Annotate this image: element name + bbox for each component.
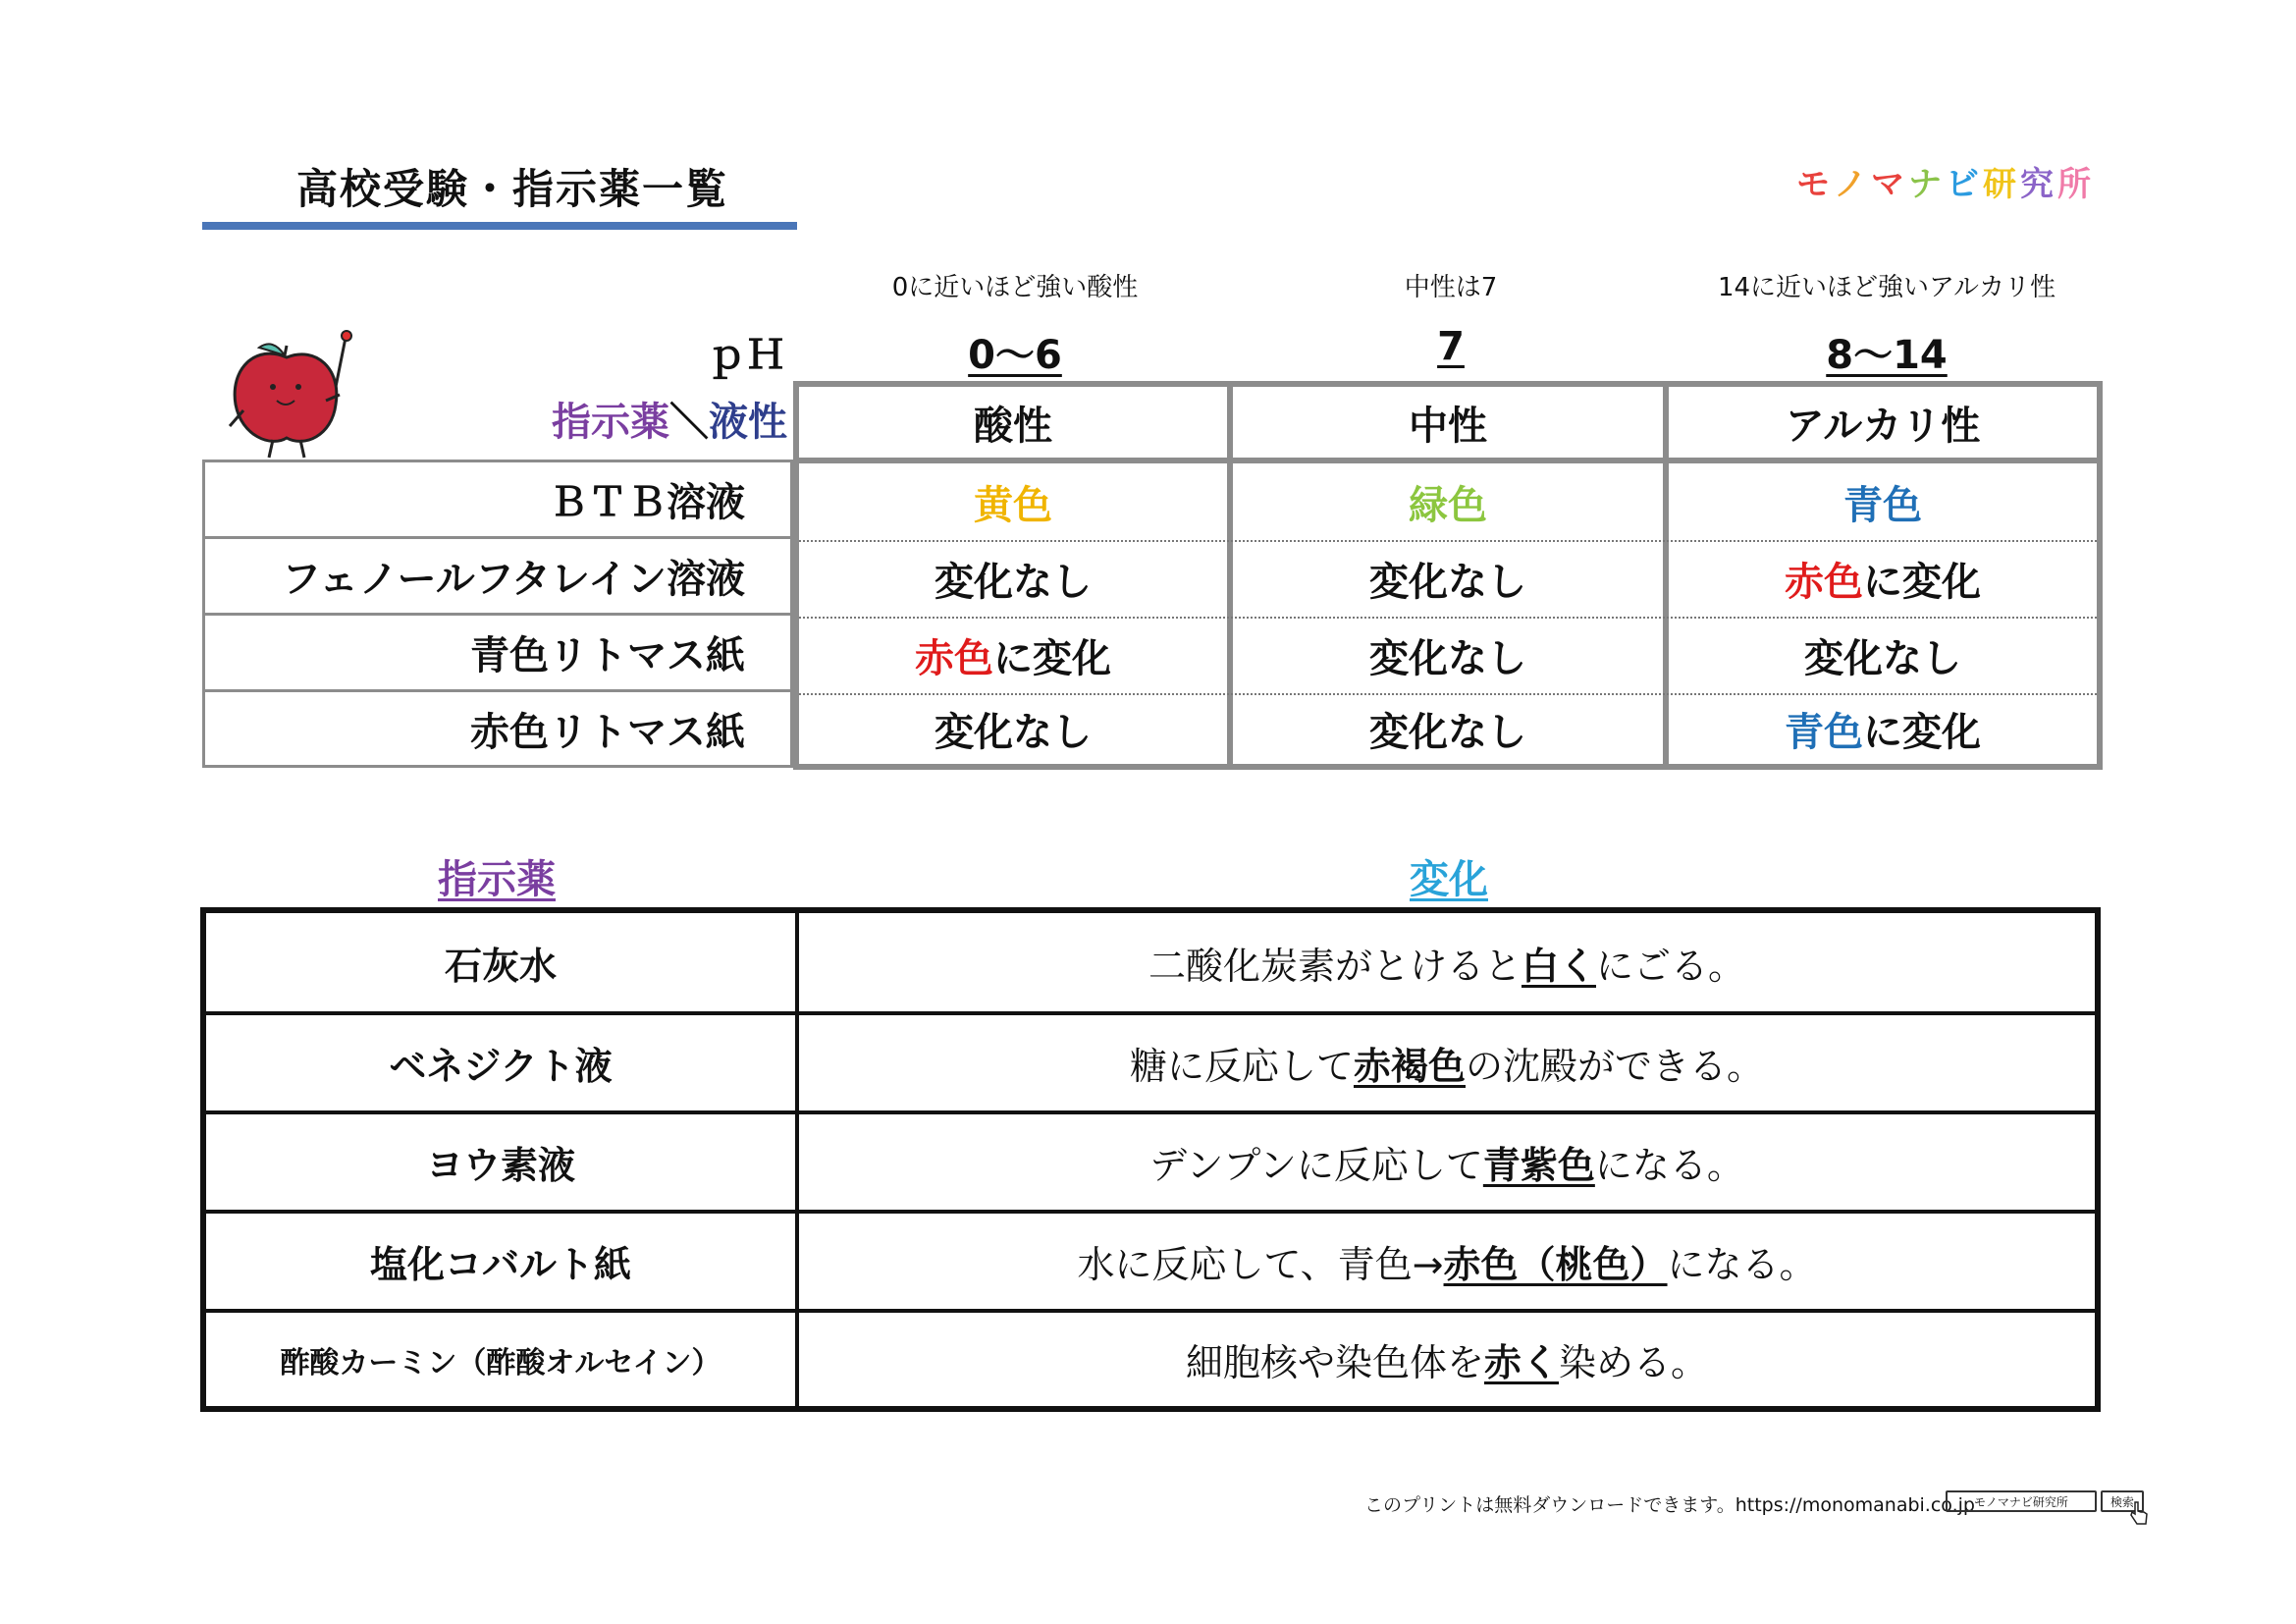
reagent-change: 二酸化炭素がとけると 白く にごる。 [799, 913, 2095, 1011]
page-title: 高校受験・指示薬一覧 [296, 165, 729, 213]
blue-litmus-acid [799, 617, 1227, 693]
logo-char: マ [1871, 165, 1908, 204]
apple-mascot-icon [216, 326, 363, 463]
brand-logo [1796, 157, 2095, 205]
logo-char: モ [1796, 165, 1834, 204]
neutral-value: 7 [1437, 324, 1465, 369]
row-label-red-litmus: 赤色リトマス紙 [470, 709, 745, 755]
reagent-name: ヨウ素液 [425, 1144, 575, 1187]
blue-litmus-neutral: 変化なし [1369, 635, 1526, 681]
red-litmus-neutral: 変化なし [1369, 709, 1526, 755]
corner-indicator: 指示薬 [552, 400, 669, 445]
key-term: 赤褐色 [1353, 1045, 1466, 1088]
alkali-note: 14に近いほど強いアルカリ性 [1717, 273, 2056, 302]
footer-download-note: このプリントは無料ダウンロードできます。https://monomanabi.co.jp [1364, 1494, 1975, 1516]
color-word: 青色 [1785, 709, 1863, 755]
logo-char: ビ [1946, 165, 1983, 204]
alkali-range: 8～14 [1826, 333, 1948, 378]
btb-alkali: 青色 [1843, 482, 1922, 528]
red-litmus-acid: 変化なし [934, 709, 1092, 755]
pointer-hand-icon [2128, 1500, 2150, 1526]
ph-label: ｐＨ [707, 333, 785, 378]
blue-litmus-alkali: 変化なし [1804, 635, 1961, 681]
column-header-alkali: アルカリ性 [1785, 403, 1981, 449]
logo-char: 究 [2020, 165, 2057, 204]
phenolphthalein-acid: 変化なし [934, 559, 1092, 605]
key-term: 赤色（桃色） [1443, 1243, 1668, 1286]
phenolphthalein-neutral: 変化なし [1369, 559, 1526, 605]
reagent-change: 水に反応して、青色→ 赤色（桃色） になる。 [799, 1214, 2095, 1309]
reagent-name: 塩化コバルト紙 [369, 1243, 631, 1286]
btb-acid: 黄色 [974, 482, 1052, 528]
corner-liquid: 液性 [709, 400, 787, 445]
indicator-label-column [202, 460, 793, 768]
row-label-phenolphthalein: フェノールフタレイン溶液 [205, 539, 790, 616]
footer-search-button[interactable]: 検索 [2101, 1490, 2144, 1512]
footer-search-box[interactable]: モノマナビ研究所 [1946, 1490, 2097, 1512]
reagent-table [200, 907, 2101, 1412]
column-header-acid: 酸性 [974, 403, 1052, 449]
section-head-indicator: 指示薬 [438, 857, 556, 902]
change-text: に変化 [993, 635, 1111, 681]
phenolphthalein-alkali [1669, 540, 2097, 617]
change-text: に変化 [1863, 709, 1981, 755]
key-term: 青紫色 [1482, 1144, 1595, 1187]
neutral-note: 中性は7 [1404, 273, 1498, 302]
row-label-btb: ＢＴＢ溶液 [205, 462, 790, 539]
column-header-neutral: 中性 [1409, 403, 1487, 449]
reagent-name: 石灰水 [444, 944, 557, 988]
indicator-table [793, 381, 2103, 770]
logo-char: 所 [2057, 165, 2095, 204]
red-litmus-alkali [1669, 693, 2097, 764]
color-word: 赤色 [915, 635, 993, 681]
change-text: に変化 [1863, 559, 1981, 605]
reagent-change: 糖に反応して 赤褐色 の沈殿ができる。 [799, 1015, 2095, 1110]
section-head-change: 変化 [1410, 857, 1488, 902]
title-underline [202, 222, 797, 230]
btb-neutral: 緑色 [1409, 482, 1487, 528]
reagent-name: ベネジクト液 [389, 1045, 613, 1088]
logo-char: 研 [1983, 165, 2020, 204]
key-term: 白く [1521, 944, 1596, 988]
acid-range: 0～6 [968, 333, 1062, 378]
logo-char: ナ [1908, 165, 1946, 204]
reagent-change: デンプンに反応して 青紫色 になる。 [799, 1114, 2095, 1210]
key-term: 赤く [1483, 1341, 1559, 1384]
reagent-change: 細胞核や染色体を 赤く 染める。 [799, 1313, 2095, 1406]
corner-separator: ＼ [669, 400, 709, 445]
table-corner-header [491, 391, 787, 447]
color-word: 赤色 [1785, 559, 1863, 605]
acid-note: 0に近いほど強い酸性 [891, 273, 1139, 302]
logo-char: ノ [1834, 165, 1871, 204]
reagent-name: 酢酸カーミン（酢酸オルセイン） [280, 1345, 721, 1380]
row-label-blue-litmus: 青色リトマス紙 [205, 616, 790, 692]
